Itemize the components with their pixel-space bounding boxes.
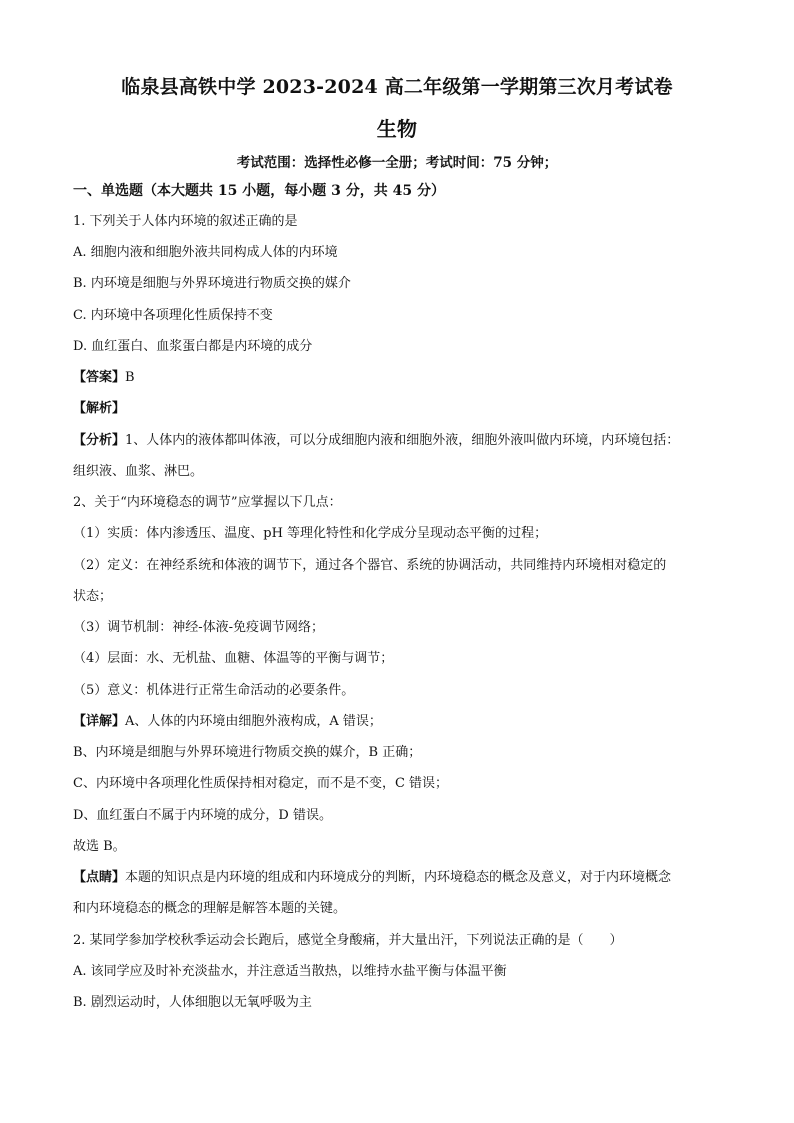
point-line: （5）意义：机体进行正常生命活动的必要条件。 [73,683,355,698]
question-1-option-a: A. 细胞内液和细胞外液共同构成人体的内环境 [73,245,338,260]
point-line: （3）调节机制：神经-体液-免疫调节网络； [73,620,325,635]
comment-text-1: 本题的知识点是内环境的组成和内环境成分的判断，内环境稳态的概念及意义，对于内环境概念 [125,870,672,885]
fenxi-text-1: 1、人体内的液体都叫体液，可以分成细胞内液和细胞外液，细胞外液叫做内环境，内环境包括： [125,433,680,448]
answer-line [73,369,742,387]
comment-line-1 [73,869,742,887]
question-2-stem: 2. 某同学参加学校秋季运动会长跑后，感觉全身酸痛，并大量出汗，下列说法正确的是（ ） [73,933,623,948]
point-line: （2）定义：在神经系统和体液的调节下，通过各个器官、系统的协调活动，共同维持内环境相对稳定的 [73,558,667,573]
subject-title: 生物 [376,117,418,141]
detail-tag: 【详解】 [73,714,126,729]
fenxi-line-1 [73,432,742,450]
detail-line-1 [73,713,742,731]
section-heading: 一、单选题（本大题共 15 小题，每小题 3 分，共 45 分） [73,183,445,199]
comment-line-2: 和内环境稳态的概念的理解是解答本题的关键。 [73,901,347,916]
points-intro: 2、关于“内环境稳态的调节”应掌握以下几点： [73,495,342,510]
question-1-stem: 1. 下列关于人体内环境的叙述正确的是 [73,214,298,229]
exam-title: 临泉县高铁中学 2023-2024 高二年级第一学期第三次月考试卷 [121,76,673,98]
point-line: 状态； [73,589,113,604]
detail-line: B、内环境是细胞与外界环境进行物质交换的媒介，B 正确； [73,745,422,760]
detail-line: D、血红蛋白不属于内环境的成分，D 错误。 [73,808,332,823]
question-2-option-b: B. 剧烈运动时，人体细胞以无氧呼吸为主 [73,995,312,1010]
fenxi-tag: 【分析】 [73,433,126,448]
conclusion-line: 故选 B。 [73,839,126,854]
question-1-option-c: C. 内环境中各项理化性质保持不变 [73,308,273,323]
point-line: （1）实质：体内渗透压、温度、pH 等理化特性和化学成分呈现动态平衡的过程； [73,526,548,541]
analysis-tag: 【解析】 [73,401,126,416]
question-2-option-a: A. 该同学应及时补充淡盐水，并注意适当散热，以维持水盐平衡与体温平衡 [73,964,507,979]
answer-tag: 【答案】 [73,370,126,385]
question-1-option-b: B. 内环境是细胞与外界环境进行物质交换的媒介 [73,276,351,291]
comment-tag: 【点睛】 [73,870,126,885]
detail-text-1: A、人体的内环境由细胞外液构成，A 错误； [125,714,382,729]
fenxi-line-2: 组织液、血浆、淋巴。 [73,464,204,479]
point-line: （4）层面：水、无机盐、血糖、体温等的平衡与调节； [73,651,394,666]
exam-scope: 考试范围：选择性必修一全册；考试时间：75 分钟； [236,155,558,171]
question-1-option-d: D. 血红蛋白、血浆蛋白都是内环境的成分 [73,339,313,354]
detail-line: C、内环境中各项理化性质保持相对稳定，而不是不变，C 错误； [73,776,449,791]
answer-value: B [125,370,135,385]
